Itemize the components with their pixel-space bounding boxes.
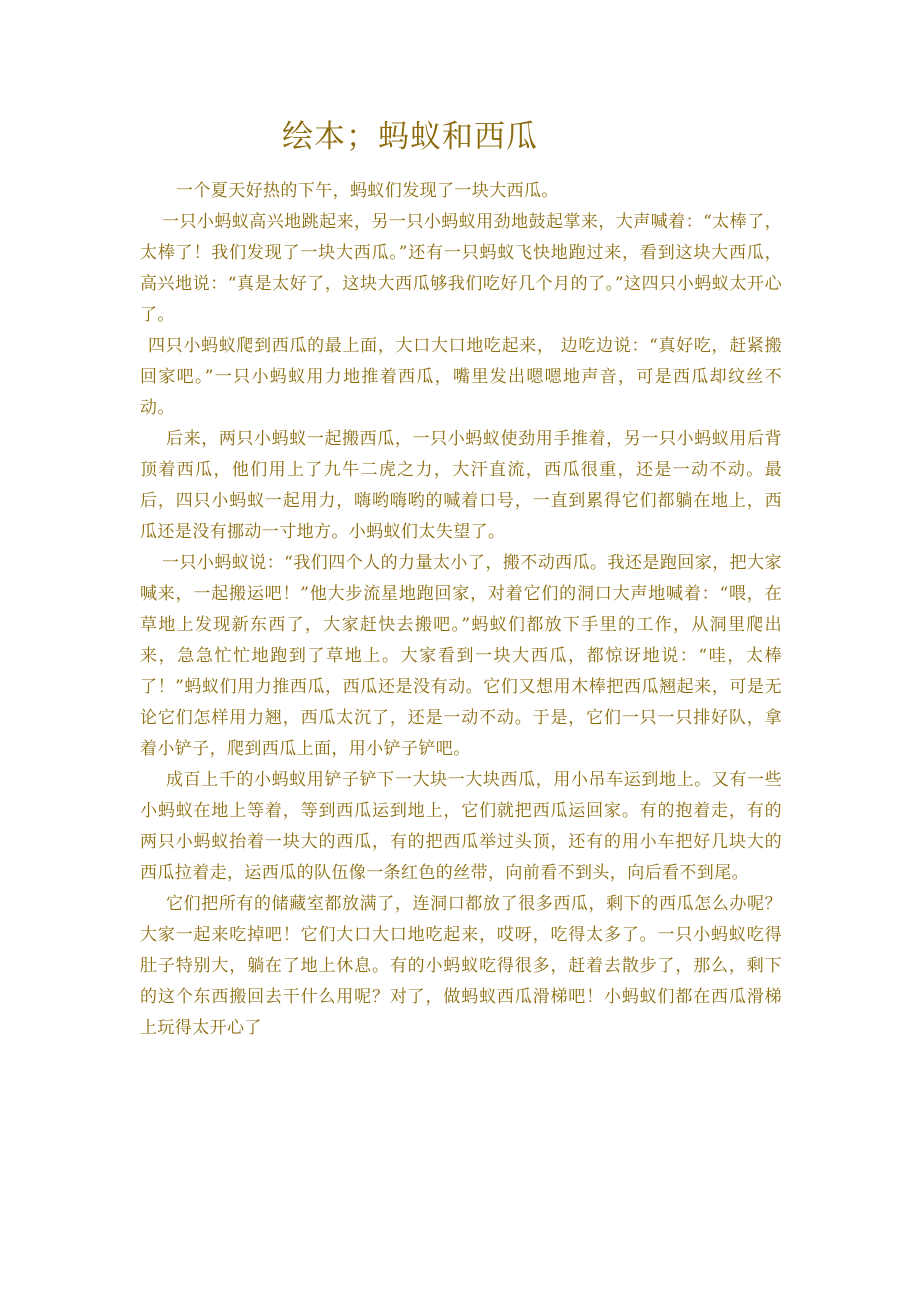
story-paragraph: 一只小蚂蚁高兴地跳起来，另一只小蚂蚁用劲地鼓起掌来，大声喊着：“太棒了，太棒了！我们发现了一块大西瓜。”还有一只蚂蚁飞快地跑过来，看到这块大西瓜，高兴地说：“真是太好了，这块大西瓜够我们吃好几个月的了。”这四只小蚂蚁太开心了。	[140, 212, 782, 325]
story-paragraph: 一只小蚂蚁说：“我们四个人的力量太小了，搬不动西瓜。我还是跑回家，把大家喊来，一起搬运吧！”他大步流星地跑回家，对着它们的洞口大声地喊着：“喂，在草地上发现新东西了，大家赶快去搬吧。”蚂蚁们都放下手里的工作，从洞里爬出来，急急忙忙地跑到了草地上。大家看到一块大西瓜，都惊讶地说：“哇，太棒了！”蚂蚁们用力推西瓜，西瓜还是没有动。它们又想用木棒把西瓜翘起来，可是无论它们怎样用力翘，西瓜太沉了，还是一动不动。于是，它们一只一只排好队，拿着小铲子，爬到西瓜上面，用小铲子铲吧。	[140, 553, 782, 759]
story-paragraph: 成百上千的小蚂蚁用铲子铲下一大块一大块西瓜，用小吊车运到地上。又有一些小蚂蚁在地上等着，等到西瓜运到地上，它们就把西瓜运回家。有的抱着走，有的两只小蚂蚁抬着一块大的西瓜，有的把西瓜举过头顶，还有的用小车把好几块大的西瓜拉着走，运西瓜的队伍像一条红色的丝带，向前看不到头，向后看不到尾。	[140, 770, 782, 883]
story-paragraph: 四只小蚂蚁爬到西瓜的最上面，大口大口地吃起来， 边吃边说：“真好吃，赶紧搬回家吧。”一只小蚂蚁用力地推着西瓜，嘴里发出嗯嗯地声音，可是西瓜却纹丝不动。	[140, 336, 782, 418]
story-paragraph: 后来，两只小蚂蚁一起搬西瓜，一只小蚂蚁使劲用手推着，另一只小蚂蚁用后背顶着西瓜，他们用上了九牛二虎之力，大汗直流，西瓜很重，还是一动不动。最后，四只小蚂蚁一起用力，嗨哟嗨哟的喊着口号，一直到累得它们都躺在地上，西瓜还是没有挪动一寸地方。小蚂蚁们太失望了。	[140, 429, 782, 542]
story-paragraph: 它们把所有的储藏室都放满了，连洞口都放了很多西瓜，剩下的西瓜怎么办呢？大家一起来吃掉吧！它们大口大口地吃起来，哎呀，吃得太多了。一只小蚂蚁吃得肚子特别大，躺在了地上休息。有的小蚂蚁吃得很多，赶着去散步了，那么，剩下的这个东西搬回去干什么用呢？对了，做蚂蚁西瓜滑梯吧！小蚂蚁们都在西瓜滑梯上玩得太开心了	[140, 894, 782, 1038]
story-paragraph: 一个夏天好热的下午，蚂蚁们发现了一块大西瓜。	[176, 181, 559, 201]
page-title: 绘本；蚂蚁和西瓜	[282, 119, 538, 155]
story-body	[140, 176, 782, 1044]
